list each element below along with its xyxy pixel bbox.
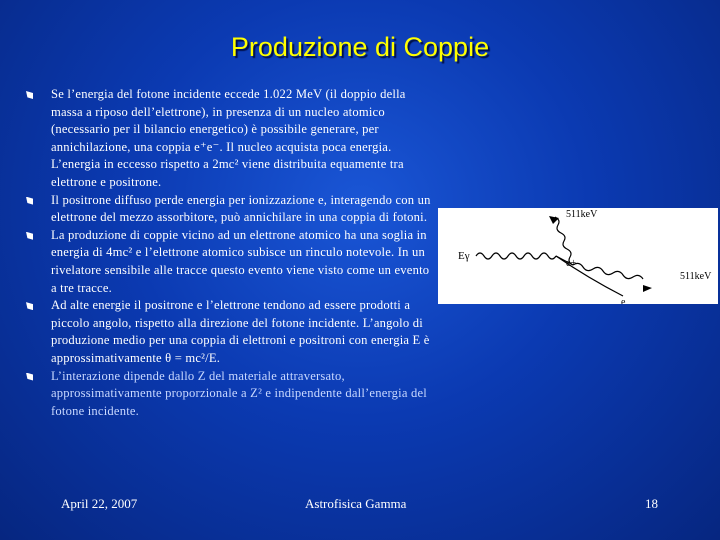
bullet-item [24, 227, 434, 297]
label-positron: e+ [566, 258, 577, 269]
right-photon-line [573, 263, 643, 279]
bullet-text: Il positrone diffuso perde energia per ionizzazione e, interagendo con un elettrone del mezzo assorbitore, può annichilare in una coppia di fotoni. [51, 192, 431, 225]
bullet-icon [26, 373, 33, 381]
bullet-list [24, 86, 434, 420]
label-top-photon: 511keV [566, 209, 598, 220]
bullet-text: La produzione di coppie vicino ad un elettrone atomico ha una soglia in energia di 4mc² e l’elettrone atomico subisce un rinculo notevole. In un rivelatore sensibile alle tracce questo evento viene visto come un evento a tre tracce. [51, 227, 430, 295]
right-photon-arrow [643, 285, 652, 292]
pair-production-diagram [438, 208, 718, 304]
bullet-item [24, 297, 434, 367]
bullet-icon [26, 302, 33, 310]
footer-title: Astrofisica Gamma [305, 496, 407, 511]
bullet-text: Ad alte energie il positrone e l’elettrone tendono ad essere prodotti a piccolo angolo, rispetto alla direzione del fotone incidente. L’angolo di produzione medio per una coppia di elettroni e positroni con energia E è approssimativamente θ = mc²/E. [51, 298, 430, 365]
bullet-text: L’interazione dipende dallo Z del materiale attraversato, approssimativamente proporzionale a Z² e indipendente dall’energia del fotone incidente. [51, 368, 427, 418]
incoming-photon-line [476, 253, 556, 259]
bullet-item [24, 86, 434, 192]
bullet-item [24, 368, 434, 421]
slide-title: Produzione di Coppie [230, 32, 490, 62]
bullet-icon [26, 91, 33, 99]
page-number: 18 [645, 496, 658, 511]
bullet-icon [26, 197, 33, 205]
feynman-sketch [438, 208, 718, 304]
bullet-text: Se l’energia del fotone incidente eccede 1.022 MeV (il doppio della massa a riposo dell’elettrone), in presenza di un nucleo atomico (necessario per il bilancio energetico) è possibile generare, per annichilazione, una coppia e⁺e⁻. Il nucleo acquista poca energia. L’energia in eccesso rispetto a 2mc² viene distribuita equamente tra elettrone e positrone. [51, 87, 406, 189]
footer-date: April 22, 2007 [61, 496, 138, 511]
label-incoming: Eγ [458, 250, 470, 262]
bullet-item [24, 192, 434, 227]
label-right-photon: 511keV [680, 271, 712, 282]
label-electron: e [621, 297, 626, 304]
top-photon-arrow [549, 216, 559, 224]
bullet-icon [26, 232, 33, 240]
